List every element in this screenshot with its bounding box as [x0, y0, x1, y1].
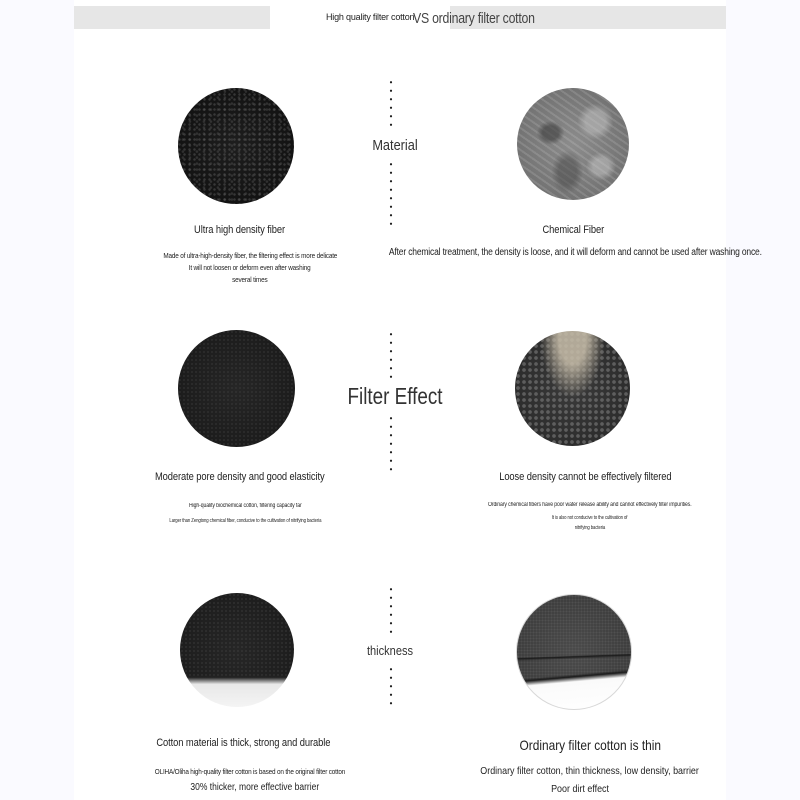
divider-dots-top [389, 585, 393, 635]
left-title-material: Ultra high density fiber [194, 224, 286, 236]
right-desc-filter-effect-line-2: It is also not conducive to the cultivation of [552, 515, 628, 521]
thick-filter-cotton-image [180, 593, 294, 707]
header-left-title: High quality filter cotton [326, 12, 415, 22]
section-label-material: Material [372, 137, 418, 154]
divider-dots-bottom [389, 160, 393, 230]
moderate-pore-density-image [178, 330, 295, 447]
header-right-title: VS ordinary filter cotton [413, 10, 535, 27]
left-title-thickness: Cotton material is thick, strong and durable [155, 737, 331, 749]
divider-dots-bottom [389, 665, 393, 710]
left-desc-thickness-line-2: 30% thicker, more effective barrier [190, 782, 320, 793]
right-desc-filter-effect-line-3: nitrifying bacteria [574, 525, 606, 531]
section-label-thickness: thickness [366, 643, 414, 658]
right-title-filter-effect: Loose density cannot be effectively filtered [498, 471, 672, 483]
left-desc-material-line-3: several times [232, 275, 268, 284]
right-desc-thickness-line-2: Poor dirt effect [551, 783, 609, 795]
left-desc-filter-effect-line-2: Larger than Zengtong chemical fiber, conducive to the cultivation of nitrifying bacteria [169, 518, 321, 524]
left-title-filter-effect: Moderate pore density and good elasticity [155, 471, 325, 483]
section-label-filter-effect: Filter Effect [347, 383, 443, 409]
right-title-material: Chemical Fiber [542, 224, 604, 236]
right-desc-filter-effect-line-1: Ordinary chemical fibers have poor water release ability and cannot effectively filter impurities. [488, 502, 692, 508]
right-desc-thickness-line-1: Ordinary filter cotton, thin thickness, low density, barrier [480, 765, 700, 777]
loose-density-image [515, 331, 630, 446]
left-desc-material-line-1: Made of ultra-high-density fiber, the filtering effect is more delicate [163, 251, 337, 260]
left-desc-filter-effect-line-1: High-quality biochemical cotton, filtering capacity far [188, 503, 302, 509]
ultra-high-density-fiber-image [178, 88, 294, 204]
divider-dots-top [389, 78, 393, 130]
thin-filter-cotton-image [516, 594, 632, 710]
divider-dots-top [389, 330, 393, 380]
right-title-thickness: Ordinary filter cotton is thin [519, 737, 661, 753]
divider-dots-bottom [389, 414, 393, 476]
left-desc-thickness-line-1: OLIHA/Oliha high-quality filter cotton is based on the original filter cotton [154, 767, 346, 776]
left-desc-material-line-2: It will not loosen or deform even after washing [189, 263, 311, 272]
right-desc-material: After chemical treatment, the density is loose, and it will deform and cannot be used after washing once. [388, 247, 762, 258]
chemical-fiber-image [517, 88, 629, 200]
